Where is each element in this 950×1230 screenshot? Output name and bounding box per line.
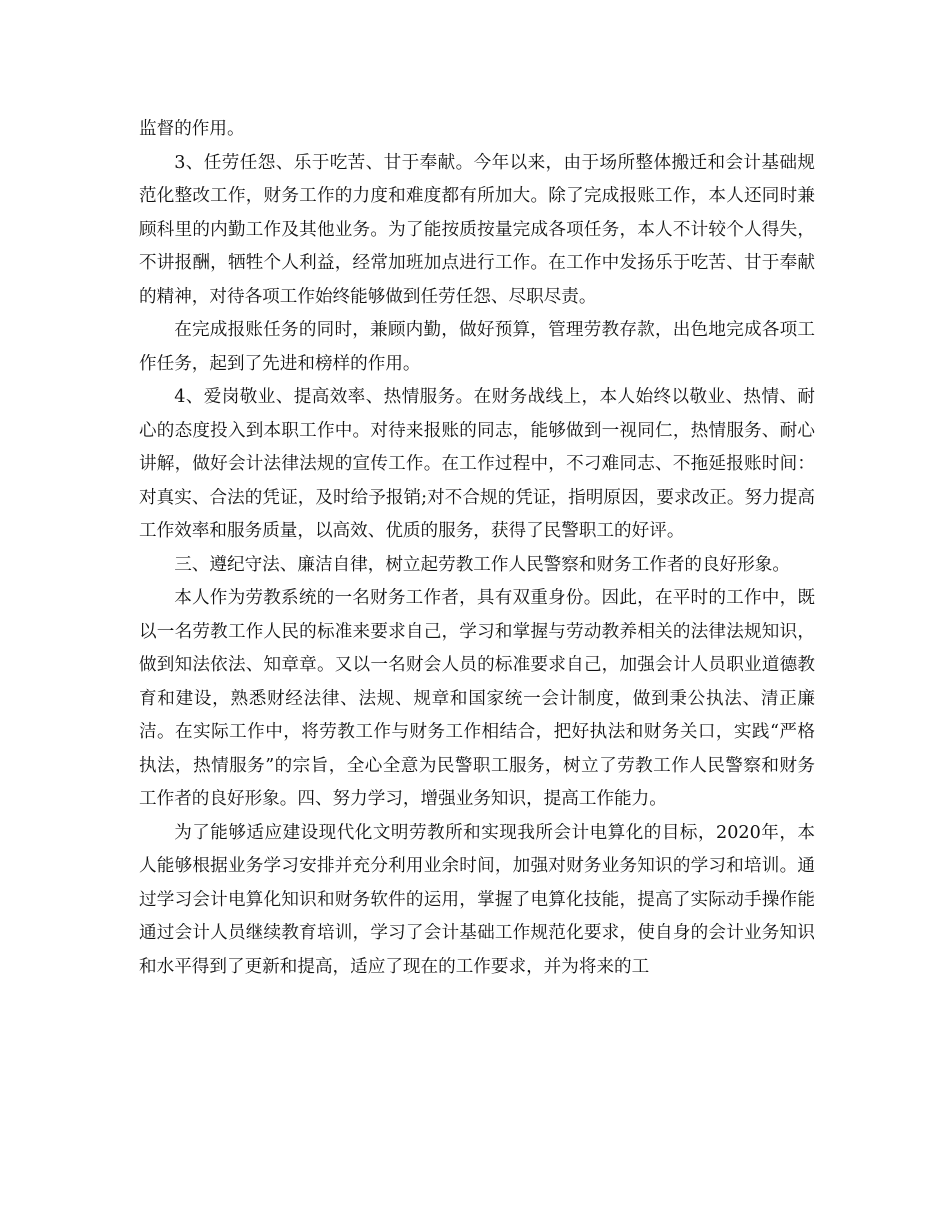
paragraph-4: 4、爱岗敬业、提高效率、热情服务。在财务战线上，本人始终以敬业、热情、耐心的态度投入到本职工作中。对待来报账的同志，能够做到一视同仁，热情服务、耐心讲解，做好会计法律法规的宣传工作。在工作过程中，不刁难同志、不拖延报账时间：对真实、合法的凭证，及时给予报销;对不合规的凭证，指明原因，要求改正。努力提高工作效率和服务质量，以高效、优质的服务，获得了民警职工的好评。 — [139, 387, 815, 541]
paragraph-2: 3、任劳任怨、乐于吃苦、甘于奉献。今年以来，由于场所整体搬迁和会计基础规范化整改工作，财务工作的力度和难度都有所加大。除了完成报账工作，本人还同时兼顾科里的内勤工作及其他业务。为了能按质按量完成各项任务，本人不计较个人得失，不讲报酬，牺牲个人利益，经常加班加点进行工作。在工作中发扬乐于吃苦、甘于奉献的精神，对待各项工作始终能够做到任劳任怨、尽职尽责。 — [139, 152, 815, 307]
paragraph-3: 在完成报账任务的同时，兼顾内勤，做好预算，管理劳教存款，出色地完成各项工作任务，起到了先进和榜样的作用。 — [139, 320, 815, 374]
paragraph-6: 本人作为劳教系统的一名财务工作者，具有双重身份。因此，在平时的工作中，既以一名劳教工作人民的标准来要求自己，学习和掌握与劳动教养相关的法律法规知识，做到知法依法、知章章。又以一名财会人员的标准要求自己，加强会计人员职业道德教育和建设，熟悉财经法律、法规、规章和国家统一会计制度，做到秉公执法、清正廉洁。在实际工作中，将劳教工作与财务工作相结合，把好执法和财务关口，实践“严格执法，热情服务”的宗旨，全心全意为民警职工服务，树立了劳教工作人民警察和财务工作者的良好形象。四、努力学习，增强业务知识，提高工作能力。 — [139, 588, 815, 809]
paragraph-5: 三、遵纪守法、廉洁自律，树立起劳教工作人民警察和财务工作者的良好形象。 — [174, 554, 790, 575]
document-body — [139, 113, 815, 984]
paragraph-7: 为了能够适应建设现代化文明劳教所和实现我所会计电算化的目标，2020年，本人能够根据业务学习安排并充分利用业余时间，加强对财务业务知识的学习和培训。通过学习会计电算化知识和财务软件的运用，掌握了电算化技能，提高了实际动手操作能通过会计人员继续教育培训，学习了会计基础工作规范化要求，使自身的会计业务知识和水平得到了更新和提高，适应了现在的工作要求，并为将来的工 — [139, 822, 815, 977]
paragraph-1: 监督的作用。 — [139, 119, 245, 139]
